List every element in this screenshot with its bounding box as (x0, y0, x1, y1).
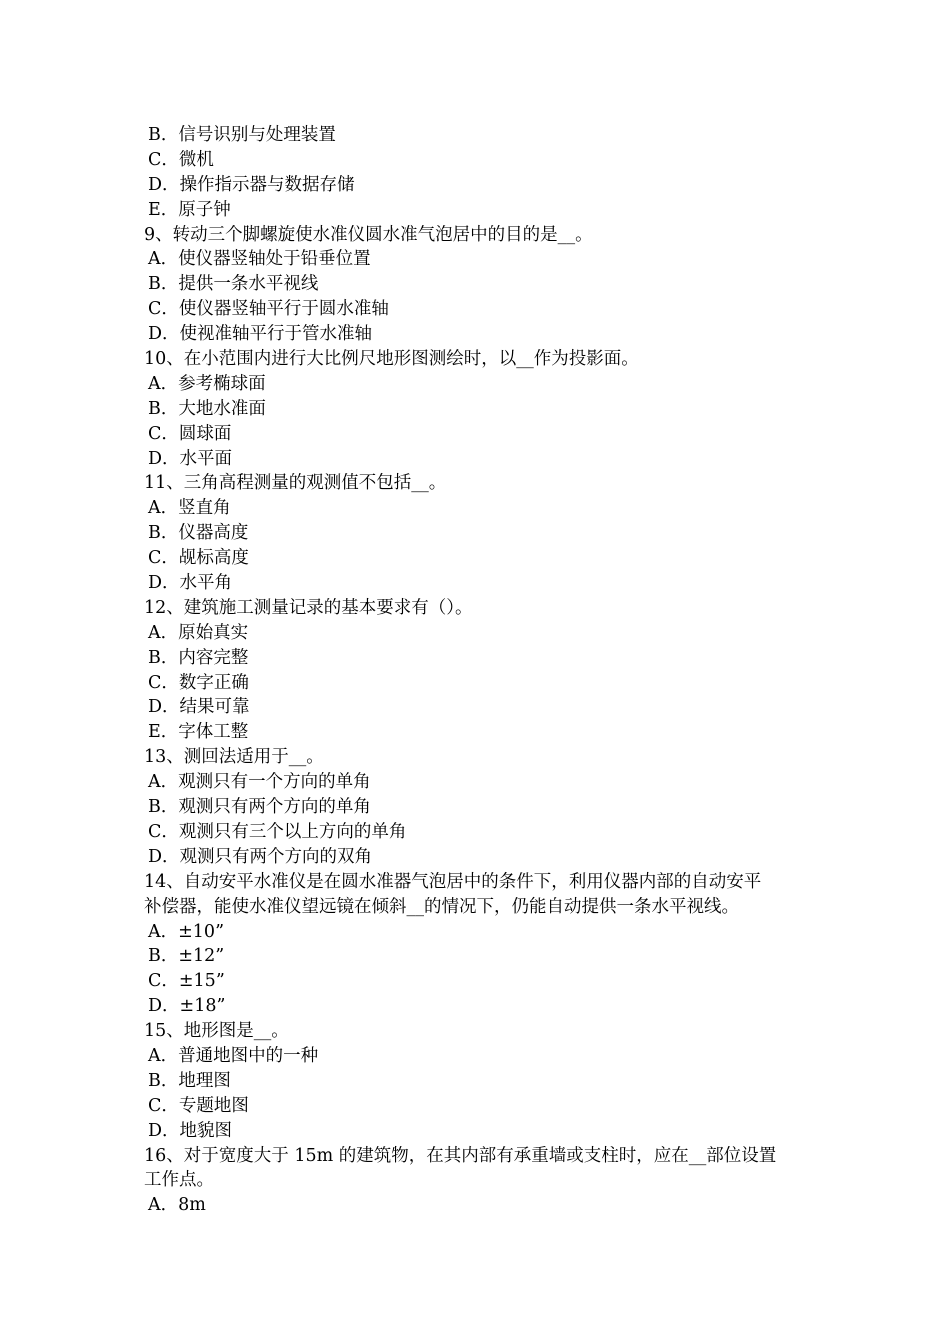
option-text: C．圆球面 (148, 423, 232, 444)
question-text: 13、测回法适用于__。 (144, 747, 324, 768)
option-text: B．仪器高度 (148, 523, 249, 544)
question-list (144, 123, 814, 1218)
question-text: 11、三角高程测量的观测值不包括__。 (144, 473, 447, 494)
option-text: D．观测只有两个方向的双角 (148, 846, 373, 867)
question-text: 补偿器，能使水准仪望远镜在倾斜__的情况下，仍能自动提供一条水平视线。 (144, 896, 739, 917)
option-text: D．使视准轴平行于管水准轴 (148, 324, 373, 345)
option-text: C．微机 (148, 149, 214, 170)
option-text: C．数字正确 (148, 672, 249, 693)
option-text: A．使仪器竖轴处于铅垂位置 (148, 249, 371, 270)
option-text: E．原子钟 (148, 199, 231, 220)
option-text: B．信号识别与处理装置 (148, 125, 336, 145)
question-text: 12、建筑施工测量记录的基本要求有（）。 (144, 597, 473, 618)
option-text: D．结果可靠 (148, 697, 250, 718)
option-text: C．观测只有三个以上方向的单角 (148, 821, 407, 842)
option-text: B．地理图 (148, 1070, 231, 1091)
question-text: 14、自动安平水准仪是在圆水准器气泡居中的条件下，利用仪器内部的自动安平 (144, 871, 762, 892)
option-text: D．水平面 (148, 448, 233, 469)
question-text: 15、地形图是__。 (144, 1021, 289, 1042)
option-text: A．普通地图中的一种 (148, 1045, 319, 1066)
option-text: A．观测只有一个方向的单角 (148, 772, 371, 793)
question-text: 工作点。 (144, 1170, 214, 1191)
question-text: 10、在小范围内进行大比例尺地形图测绘时，以__作为投影面。 (144, 349, 639, 370)
option-text: C．觇标高度 (148, 548, 249, 569)
option-text: C．±15” (148, 971, 225, 992)
option-text: D．水平角 (148, 573, 233, 594)
question-text: 9、转动三个脚螺旋使水准仪圆水准气泡居中的目的是__。 (144, 224, 593, 245)
option-text: B．±12” (148, 946, 225, 967)
option-text: D．±18” (148, 996, 226, 1017)
option-text: C．使仪器竖轴平行于圆水准轴 (148, 299, 389, 320)
option-text: B．观测只有两个方向的单角 (148, 797, 371, 818)
option-text: A．参考椭球面 (148, 373, 266, 394)
option-text: B．提供一条水平视线 (148, 274, 319, 295)
option-text: E．字体工整 (148, 722, 249, 743)
option-text: B．内容完整 (148, 647, 249, 668)
option-text: A．8m (148, 1195, 206, 1216)
question-text: 16、对于宽度大于 15m 的建筑物，在其内部有承重墙或支柱时，应在__部位设置 (144, 1145, 777, 1166)
option-text: D．操作指示器与数据存储 (148, 174, 355, 195)
option-text: D．地貌图 (148, 1120, 233, 1141)
option-text: A．原始真实 (148, 622, 249, 643)
option-text: B．大地水准面 (148, 398, 266, 419)
option-text: A．竖直角 (148, 498, 231, 519)
option-text: A．±10” (148, 921, 225, 942)
option-text: C．专题地图 (148, 1095, 249, 1116)
